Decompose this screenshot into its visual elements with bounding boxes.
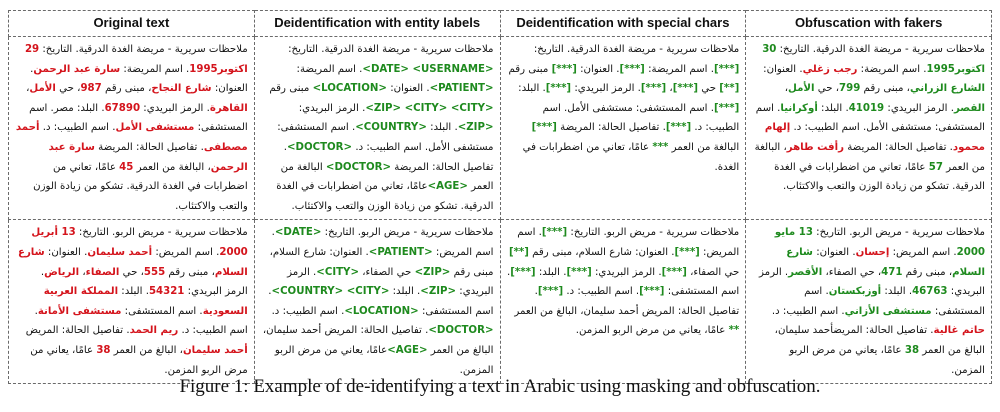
header-row [9, 11, 992, 37]
highlighted-entity: 13 مايو 2000 [774, 227, 985, 258]
cell-text: ، مبنى رقم [101, 83, 152, 95]
cell-text: . الرمز البريدي: [287, 266, 494, 298]
highlighted-entity: <ZIP> <CITY> <CITY> [365, 102, 494, 114]
cell-text: . العنوان: [576, 63, 620, 75]
cell-text: . اسم المستشفى: [121, 305, 203, 317]
cell-text: . العنوان: [386, 83, 430, 95]
table-row-asthma [9, 220, 992, 384]
highlighted-entity: 41019 [848, 102, 885, 114]
highlighted-entity: [***] [531, 122, 557, 134]
cell-text: . تفاصيل الحالة: المريضة [94, 141, 204, 153]
cell-text: ملاحظات سريرية - مريضة الغدة الدرقية. التاريخ: [533, 44, 740, 55]
cell-special-chars [500, 220, 746, 384]
cell-text: . اسم الطبيب: د. [39, 122, 116, 134]
highlighted-entity: 30 اكتوبر1995 [762, 44, 985, 75]
table-row-thyroid [9, 37, 992, 220]
cell-text: . تفاصيل الحالة: المريض أحمد سليمان، البالغ من العمر [514, 286, 740, 317]
highlighted-entity: <CITY> [316, 266, 359, 278]
cell-text: . الرمز البريدي: [884, 102, 954, 114]
highlighted-entity: ** [728, 325, 740, 337]
cell-text: ، مبنى رقم [902, 266, 953, 278]
cell-text: . اسم المستشفى: [268, 286, 494, 317]
cell-text: . اسم المريضة: [644, 63, 714, 75]
cell-text: . الرمز البريدي: [40, 266, 248, 298]
cell-text: ، البالغة من العمر [754, 141, 985, 173]
cell-text: . اسم الطبيب: د. [34, 305, 248, 337]
highlighted-entity: إحسان [855, 246, 890, 258]
highlighted-entity: <DOCTOR> [428, 325, 494, 337]
highlighted-entity: *** [652, 141, 669, 153]
cell-text: ملاحظات سريرية - مريضة الغدة الدرقية. التاريخ: [776, 44, 985, 55]
cell-text: . الرمز البريدي: [591, 266, 662, 278]
highlighted-entity: سارة عبد الرحمن [33, 63, 121, 75]
cell-text: حي [698, 83, 720, 95]
cell-text: ملاحظات سريرية - مريض الربو. التاريخ: [812, 227, 985, 239]
cell-text: . البلد: [389, 286, 421, 298]
cell-text: . اسم الطبيب: د. [563, 286, 640, 298]
highlighted-entity: <DATE> [274, 227, 322, 239]
highlighted-entity: <COUNTRY> <CITY> [271, 286, 390, 298]
cell-text: . الرمز البريدي: [759, 266, 985, 298]
header-original-text: Original text [9, 11, 255, 37]
highlighted-entity: إلهام محمود [764, 122, 985, 153]
cell-text: . البلد: [535, 266, 567, 278]
highlighted-entity: 38 [904, 344, 920, 356]
highlighted-entity: أوكرانيا [780, 102, 818, 114]
highlighted-entity: <AGE> [427, 181, 468, 193]
highlighted-entity: المملكة العربية السعودية [43, 286, 248, 317]
cell-text: . تفاصيل الحالة: المريضأحمد سليمان، البالغ من العمر [774, 325, 985, 356]
cell-text: . تفاصيل الحالة: المريض أحمد سليمان، البالغ من العمر [262, 325, 494, 356]
cell-text: . اسم المريض: [271, 227, 494, 258]
highlighted-entity: [***] [674, 246, 700, 258]
highlighted-entity: <PATIENT> [429, 83, 494, 95]
cell-text: . اسم المريضة: [857, 63, 927, 75]
highlighted-entity: [***] [510, 266, 536, 278]
highlighted-entity: <DOCTOR> [286, 141, 353, 153]
cell-text: . العنوان: شارع السلام، مبنى رقم [269, 246, 494, 278]
cell-text: ، حي [119, 266, 144, 278]
highlighted-entity: 46763 [912, 286, 948, 298]
highlighted-entity: <DOCTOR> [325, 161, 392, 173]
cell-text: . اسم المستشفى: [507, 266, 740, 298]
highlighted-entity: رجب زغلي [802, 63, 858, 75]
highlighted-entity: 54321 [148, 286, 185, 298]
cell-text: عامًا، يعاني من مرض الربو المزمن. [30, 344, 248, 376]
highlighted-entity: [**] [508, 246, 529, 258]
cell-text: عامًا، تعاني من اضطرابات في الغدة الدرقية. تشكو من زيادة الوزن والتعب والاكتئاب. [774, 161, 985, 193]
cell-text: مبنى رقم [269, 83, 313, 95]
highlighted-entity: [***] [566, 266, 592, 278]
highlighted-entity: أحمد سليمان [182, 344, 248, 356]
cell-text: . البلد: [881, 286, 913, 298]
cell-text: . العنوان: [812, 246, 856, 258]
cell-text: ملاحظات سريرية - مريض الربو. التاريخ: [567, 227, 740, 239]
highlighted-entity: 471 [881, 266, 903, 278]
highlighted-entity: <ZIP> [420, 286, 457, 298]
header-special-chars: Deidentification with special chars [500, 11, 746, 37]
cell-text: ملاحظات سريرية - مريضة الغدة الدرقية. التاريخ: [288, 44, 494, 55]
cell-text: عامًا، تعاني من اضطرابات في الغدة الدرقية. تشكو من زيادة الوزن والتعب والاكتئاب. [276, 181, 494, 212]
highlighted-entity: شارع السلام [786, 246, 985, 278]
cell-text: . اسم المريضة: [120, 63, 190, 75]
highlighted-entity: 29 اكتوبر1995 [24, 44, 248, 75]
cell-text: حي الصفاء، [686, 266, 740, 278]
cell-text: . اسم المستشفى: مستشفى الأمل. اسم الطبيب: د. [277, 122, 494, 153]
highlighted-entity: الشارع الزراني [909, 83, 985, 95]
highlighted-entity: [***] [713, 63, 740, 75]
header-entity-labels: Deidentification with entity labels [254, 11, 500, 37]
cell-text: . تفاصيل الحالة: المريضة [556, 122, 666, 134]
highlighted-entity: <PATIENT> [368, 246, 433, 258]
cell-text: حي الصفاء، [358, 266, 415, 278]
cell-fakers [746, 37, 992, 220]
highlighted-entity: <LOCATION> [312, 83, 387, 95]
highlighted-entity: الأقصر [788, 266, 823, 278]
highlighted-entity: شارع النجاح [151, 83, 212, 95]
cell-text: ، [784, 83, 788, 95]
cell-text: . البلد: [118, 286, 149, 298]
cell-text: . اسم الطبيب: د. [771, 305, 845, 317]
cell-text: ، حي [814, 83, 840, 95]
cell-text: . البلد: [817, 102, 849, 114]
cell-text: ملاحظات سريرية - مريض الربو. التاريخ: [321, 227, 494, 239]
highlighted-entity: 45 [119, 161, 134, 173]
cell-text: . اسم الطبيب: د. [271, 305, 345, 317]
cell-text: عامًا، يعاني من مرض الربو المزمن. [575, 325, 729, 337]
highlighted-entity: القاهرة [209, 102, 248, 114]
cell-text: عامًا، يعاني من مرض الربو المزمن. [789, 344, 985, 376]
highlighted-entity: [***] [551, 63, 577, 75]
highlighted-entity: [***] [713, 102, 740, 114]
cell-text: . العنوان: [763, 63, 803, 75]
cell-text: . الرمز البريدي: [571, 83, 641, 95]
cell-text: . الرمز البريدي: [298, 102, 366, 114]
cell-text: ملاحظات سريرية - مريض الربو. التاريخ: [75, 227, 248, 239]
highlighted-entity: [***] [661, 266, 687, 278]
cell-text: . اسم المستشفى: مستشفى الأمل. اسم الطبيب: د. [542, 102, 740, 134]
cell-text: . البلد: [426, 122, 458, 134]
header-fakers: Obfuscation with fakers [746, 11, 992, 37]
cell-text: ، البالغ من العمر [110, 344, 183, 356]
highlighted-entity: سارة عبد الرحمن [48, 141, 248, 173]
highlighted-entity: <COUNTRY> [355, 122, 427, 134]
highlighted-entity: [***] [537, 286, 564, 298]
highlighted-entity: [***] [545, 83, 572, 95]
highlighted-entity: 67890 [104, 102, 141, 114]
highlighted-entity: 38 [96, 344, 111, 356]
highlighted-entity: مستشفى الأمانة [37, 305, 122, 317]
highlighted-entity: <DATE> <USERNAME> [362, 63, 494, 75]
highlighted-entity: <LOCATION> [344, 305, 419, 317]
figure [8, 10, 992, 384]
cell-text: ، البالغة من العمر [133, 161, 211, 173]
highlighted-entity: <ZIP> [414, 266, 451, 278]
cell-text: ، [666, 83, 673, 95]
cell-text: . تفاصيل الحالة: المريضة [843, 141, 953, 153]
cell-text: . اسم المريضة: [296, 63, 363, 75]
highlighted-entity: [***] [639, 286, 665, 298]
cell-text: مبنى رقم [508, 63, 552, 75]
highlighted-entity: الرياض [44, 266, 80, 278]
cell-text: . تفاصيل الحالة: المريضة [283, 141, 494, 173]
highlighted-entity: 799 [839, 83, 861, 95]
cell-original-text [9, 220, 255, 384]
highlighted-entity: شارع السلام [17, 246, 248, 278]
cell-text: . اسم المريض: [889, 246, 957, 258]
cell-text: . اسم المستشفى: [804, 286, 985, 317]
cell-text: . العنوان: شارع السلام، مبنى رقم [528, 246, 675, 258]
cell-text: . العنوان: [44, 246, 88, 258]
cell-text: ، حي [55, 83, 81, 95]
cell-original-text [9, 37, 255, 220]
highlighted-entity: ريم الحمد [129, 325, 179, 337]
cell-text: ، مبنى رقم [165, 266, 215, 278]
cell-entity-labels [254, 37, 500, 220]
cell-text: . اسم المستشفى: مستشفى الأمل. اسم الطبيب: د. [755, 102, 985, 134]
highlighted-entity: <AGE> [387, 344, 428, 356]
highlighted-entity: مستشفى الأزاني [844, 305, 932, 317]
highlighted-entity: الأمل [787, 83, 815, 95]
cell-text: . البلد: مصر. اسم المستشفى: [29, 102, 248, 134]
cell-text: ، [79, 266, 86, 278]
highlighted-entity: أوزبكستان [828, 286, 882, 298]
cell-text: . تفاصيل الحالة: المريض [25, 325, 130, 337]
highlighted-entity: [**] [719, 83, 740, 95]
highlighted-entity: رأفت طاهر [786, 141, 844, 153]
highlighted-entity: مستشفى الأمل [115, 122, 195, 134]
cell-text: البالغة من العمر [280, 161, 494, 193]
highlighted-entity: حاتم غالية [933, 325, 985, 337]
cell-text: ملاحظات سريرية - مريضة الغدة الدرقية. التاريخ: [39, 44, 248, 55]
cell-text: ، [26, 83, 30, 95]
cell-fakers [746, 220, 992, 384]
cell-text: ، مبنى رقم [860, 83, 910, 95]
highlighted-entity: <ZIP> [457, 122, 494, 134]
highlighted-entity: [***] [672, 83, 699, 95]
figure-caption: Figure 1: Example of de-identifying a text in Arabic using masking and obfuscation. [179, 376, 821, 397]
cell-text: . العنوان: [30, 63, 248, 95]
cell-entity-labels [254, 220, 500, 384]
highlighted-entity: أحمد مصطفى [15, 122, 248, 153]
highlighted-entity: [***] [619, 63, 645, 75]
cell-text: عامًا، تعاني من اضطرابات في الغدة. [522, 141, 740, 173]
highlighted-entity: أحمد سليمان [87, 246, 153, 258]
highlighted-entity: 13 أبريل 2000 [31, 227, 248, 258]
cell-text: . الرمز البريدي: [140, 102, 210, 114]
highlighted-entity: الصفاء [85, 266, 120, 278]
highlighted-entity: [***] [665, 122, 692, 134]
highlighted-entity: [***] [640, 83, 667, 95]
deidentification-table [8, 10, 992, 384]
cell-special-chars [500, 37, 746, 220]
cell-text: ، حي الصفاء، [822, 266, 882, 278]
highlighted-entity: [***] [541, 227, 568, 239]
cell-text: . البلد: [518, 83, 546, 95]
highlighted-entity: القصر [953, 102, 985, 114]
highlighted-entity: 555 [143, 266, 166, 278]
highlighted-entity: 57 [928, 161, 943, 173]
cell-text: عامًا، يعاني من مرض الربو المزمن. [274, 344, 494, 376]
cell-text: . اسم المريض: [152, 246, 220, 258]
cell-text: البالغة من العمر [668, 141, 740, 153]
cell-text: عامًا، تعاني من اضطرابات في الغدة الدرقية. تشكو من زيادة الوزن والتعب والاكتئاب. [33, 161, 248, 212]
highlighted-entity: الأمل [29, 83, 56, 95]
highlighted-entity: 987 [80, 83, 102, 95]
cell-text: . اسم المريض: [517, 227, 740, 258]
